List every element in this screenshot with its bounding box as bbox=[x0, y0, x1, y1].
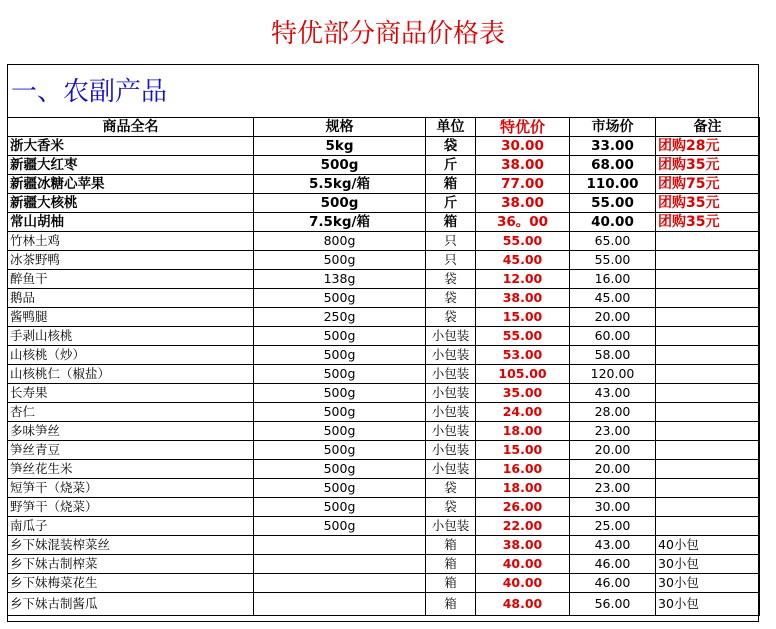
cell-special-price: 40.00 bbox=[476, 555, 570, 574]
cell-note: 团购35元 bbox=[656, 156, 760, 175]
cell-unit: 只 bbox=[426, 232, 476, 251]
cell-special-price: 18.00 bbox=[476, 422, 570, 441]
cell-note: 团购75元 bbox=[656, 175, 760, 194]
cell-special-price: 55.00 bbox=[476, 232, 570, 251]
cell-name: 新疆大核桃 bbox=[8, 194, 254, 213]
cell-name: 南瓜子 bbox=[8, 517, 254, 536]
cell-name: 新疆大红枣 bbox=[8, 156, 254, 175]
cell-spec: 500g bbox=[254, 251, 426, 270]
cell-unit: 只 bbox=[426, 251, 476, 270]
table-row bbox=[8, 403, 760, 422]
cell-unit: 袋 bbox=[426, 289, 476, 308]
cell-note bbox=[656, 346, 760, 365]
cell-special-price: 16.00 bbox=[476, 460, 570, 479]
cell-unit: 小包装 bbox=[426, 365, 476, 384]
cell-spec: 500g bbox=[254, 460, 426, 479]
cell-market-price: 120.00 bbox=[570, 365, 656, 384]
cell-unit: 小包装 bbox=[426, 384, 476, 403]
cell-unit: 箱 bbox=[426, 555, 476, 574]
cell-unit: 箱 bbox=[426, 593, 476, 616]
table-body bbox=[8, 137, 760, 616]
cell-name: 长寿果 bbox=[8, 384, 254, 403]
cell-note: 团购35元 bbox=[656, 213, 760, 232]
cell-note: 30小包 bbox=[656, 574, 760, 593]
cell-unit: 袋 bbox=[426, 137, 476, 156]
table-row bbox=[8, 422, 760, 441]
cell-special-price: 18.00 bbox=[476, 479, 570, 498]
cell-special-price: 55.00 bbox=[476, 327, 570, 346]
table-row bbox=[8, 498, 760, 517]
table-row bbox=[8, 384, 760, 403]
cell-special-price: 15.00 bbox=[476, 308, 570, 327]
cell-spec: 500g bbox=[254, 156, 426, 175]
cell-market-price: 55.00 bbox=[570, 251, 656, 270]
cell-note bbox=[656, 251, 760, 270]
cell-spec: 5.5kg/箱 bbox=[254, 175, 426, 194]
header-market-price: 市场价 bbox=[570, 118, 656, 137]
cell-special-price: 26.00 bbox=[476, 498, 570, 517]
cell-special-price: 40.00 bbox=[476, 574, 570, 593]
cell-special-price: 30.00 bbox=[476, 137, 570, 156]
table-row bbox=[8, 213, 760, 232]
header-row bbox=[8, 118, 760, 137]
cell-special-price: 77.00 bbox=[476, 175, 570, 194]
cell-market-price: 33.00 bbox=[570, 137, 656, 156]
cell-name: 手剥山核桃 bbox=[8, 327, 254, 346]
cell-note: 团购35元 bbox=[656, 194, 760, 213]
cell-market-price: 68.00 bbox=[570, 156, 656, 175]
cell-unit: 小包装 bbox=[426, 346, 476, 365]
table-row bbox=[8, 327, 760, 346]
table-row bbox=[8, 232, 760, 251]
cell-unit: 箱 bbox=[426, 574, 476, 593]
cell-market-price: 20.00 bbox=[570, 308, 656, 327]
cell-market-price: 28.00 bbox=[570, 403, 656, 422]
cell-spec bbox=[254, 593, 426, 616]
table-row bbox=[8, 289, 760, 308]
cell-spec: 500g bbox=[254, 384, 426, 403]
cell-market-price: 46.00 bbox=[570, 574, 656, 593]
cell-note bbox=[656, 403, 760, 422]
cell-unit: 小包装 bbox=[426, 403, 476, 422]
cell-special-price: 53.00 bbox=[476, 346, 570, 365]
cell-unit: 袋 bbox=[426, 270, 476, 289]
cell-note bbox=[656, 460, 760, 479]
cell-market-price: 65.00 bbox=[570, 232, 656, 251]
cell-special-price: 24.00 bbox=[476, 403, 570, 422]
cell-unit: 袋 bbox=[426, 479, 476, 498]
table-row bbox=[8, 574, 760, 593]
table-row bbox=[8, 479, 760, 498]
table-row bbox=[8, 460, 760, 479]
cell-name: 野笋干（烧菜） bbox=[8, 498, 254, 517]
cell-note bbox=[656, 441, 760, 460]
cell-note bbox=[656, 308, 760, 327]
cell-spec bbox=[254, 574, 426, 593]
cell-market-price: 46.00 bbox=[570, 555, 656, 574]
cell-market-price: 110.00 bbox=[570, 175, 656, 194]
cell-note bbox=[656, 270, 760, 289]
cell-special-price: 22.00 bbox=[476, 517, 570, 536]
cell-spec: 138g bbox=[254, 270, 426, 289]
table-row bbox=[8, 175, 760, 194]
table-row bbox=[8, 156, 760, 175]
cell-market-price: 43.00 bbox=[570, 384, 656, 403]
price-sheet bbox=[7, 64, 759, 622]
cell-market-price: 16.00 bbox=[570, 270, 656, 289]
cell-name: 浙大香米 bbox=[8, 137, 254, 156]
cell-name: 鹅品 bbox=[8, 289, 254, 308]
cell-note: 40小包 bbox=[656, 536, 760, 555]
cell-spec: 250g bbox=[254, 308, 426, 327]
cell-spec: 500g bbox=[254, 498, 426, 517]
cell-market-price: 60.00 bbox=[570, 327, 656, 346]
cell-spec: 5kg bbox=[254, 137, 426, 156]
cell-spec: 500g bbox=[254, 517, 426, 536]
table-row bbox=[8, 365, 760, 384]
cell-note bbox=[656, 517, 760, 536]
table-row bbox=[8, 251, 760, 270]
cell-name: 醉鱼干 bbox=[8, 270, 254, 289]
header-spec: 规格 bbox=[254, 118, 426, 137]
cell-name: 冰茶野鸭 bbox=[8, 251, 254, 270]
cell-market-price: 40.00 bbox=[570, 213, 656, 232]
cell-special-price: 36。00 bbox=[476, 213, 570, 232]
cell-special-price: 45.00 bbox=[476, 251, 570, 270]
section-heading: 一、农副产品 bbox=[11, 77, 168, 107]
cell-market-price: 20.00 bbox=[570, 460, 656, 479]
cell-spec: 500g bbox=[254, 194, 426, 213]
cell-note: 团购28元 bbox=[656, 137, 760, 156]
cell-spec: 500g bbox=[254, 422, 426, 441]
cell-special-price: 105.00 bbox=[476, 365, 570, 384]
cell-market-price: 56.00 bbox=[570, 593, 656, 616]
cell-note bbox=[656, 289, 760, 308]
cell-name: 竹林土鸡 bbox=[8, 232, 254, 251]
cell-unit: 袋 bbox=[426, 498, 476, 517]
cell-name: 乡下妹古制酱瓜 bbox=[8, 593, 254, 616]
table-row bbox=[8, 593, 760, 616]
cell-spec: 7.5kg/箱 bbox=[254, 213, 426, 232]
cell-market-price: 45.00 bbox=[570, 289, 656, 308]
cell-name: 多味笋丝 bbox=[8, 422, 254, 441]
table-row bbox=[8, 346, 760, 365]
cell-special-price: 38.00 bbox=[476, 156, 570, 175]
cell-unit: 小包装 bbox=[426, 517, 476, 536]
cell-note bbox=[656, 384, 760, 403]
price-table bbox=[7, 117, 760, 616]
cell-special-price: 38.00 bbox=[476, 536, 570, 555]
table-row bbox=[8, 536, 760, 555]
cell-name: 山核桃仁（椒盐） bbox=[8, 365, 254, 384]
cell-note bbox=[656, 422, 760, 441]
table-row bbox=[8, 270, 760, 289]
cell-note bbox=[656, 327, 760, 346]
cell-name: 乡下妹古制榨菜 bbox=[8, 555, 254, 574]
table-row bbox=[8, 137, 760, 156]
cell-market-price: 20.00 bbox=[570, 441, 656, 460]
cell-spec: 500g bbox=[254, 403, 426, 422]
cell-name: 笋丝花生米 bbox=[8, 460, 254, 479]
cell-unit: 袋 bbox=[426, 308, 476, 327]
cell-name: 新疆冰糖心苹果 bbox=[8, 175, 254, 194]
cell-note: 30小包 bbox=[656, 555, 760, 574]
cell-name: 常山胡柚 bbox=[8, 213, 254, 232]
cell-name: 短笋干（烧菜） bbox=[8, 479, 254, 498]
cell-market-price: 55.00 bbox=[570, 194, 656, 213]
cell-spec: 800g bbox=[254, 232, 426, 251]
cell-spec bbox=[254, 555, 426, 574]
cell-name: 酱鸭腿 bbox=[8, 308, 254, 327]
cell-note: 30小包 bbox=[656, 593, 760, 616]
cell-unit: 小包装 bbox=[426, 460, 476, 479]
page-title: 特优部分商品价格表 bbox=[270, 19, 505, 49]
cell-unit: 斤 bbox=[426, 156, 476, 175]
cell-market-price: 23.00 bbox=[570, 422, 656, 441]
table-row bbox=[8, 517, 760, 536]
cell-unit: 箱 bbox=[426, 213, 476, 232]
cell-name: 乡下妹梅菜花生 bbox=[8, 574, 254, 593]
cell-unit: 斤 bbox=[426, 194, 476, 213]
cell-spec: 500g bbox=[254, 346, 426, 365]
cell-market-price: 43.00 bbox=[570, 536, 656, 555]
cell-unit: 箱 bbox=[426, 536, 476, 555]
cell-spec: 500g bbox=[254, 479, 426, 498]
cell-note bbox=[656, 365, 760, 384]
cell-unit: 小包装 bbox=[426, 327, 476, 346]
header-name: 商品全名 bbox=[8, 118, 254, 137]
cell-unit: 小包装 bbox=[426, 441, 476, 460]
cell-spec: 500g bbox=[254, 441, 426, 460]
cell-special-price: 15.00 bbox=[476, 441, 570, 460]
cell-note bbox=[656, 498, 760, 517]
cell-unit: 箱 bbox=[426, 175, 476, 194]
cell-special-price: 38.00 bbox=[476, 289, 570, 308]
cell-spec bbox=[254, 536, 426, 555]
cell-special-price: 38.00 bbox=[476, 194, 570, 213]
header-note: 备注 bbox=[656, 118, 760, 137]
cell-special-price: 12.00 bbox=[476, 270, 570, 289]
cell-spec: 500g bbox=[254, 365, 426, 384]
cell-name: 笋丝青豆 bbox=[8, 441, 254, 460]
cell-market-price: 25.00 bbox=[570, 517, 656, 536]
table-row bbox=[8, 441, 760, 460]
cell-name: 乡下妹混装榨菜丝 bbox=[8, 536, 254, 555]
cell-spec: 500g bbox=[254, 289, 426, 308]
cell-note bbox=[656, 479, 760, 498]
cell-note bbox=[656, 232, 760, 251]
table-row bbox=[8, 194, 760, 213]
cell-name: 杏仁 bbox=[8, 403, 254, 422]
cell-unit: 小包装 bbox=[426, 422, 476, 441]
cell-market-price: 58.00 bbox=[570, 346, 656, 365]
header-special-price: 特优价 bbox=[476, 118, 570, 137]
cell-market-price: 30.00 bbox=[570, 498, 656, 517]
table-row bbox=[8, 308, 760, 327]
cell-special-price: 48.00 bbox=[476, 593, 570, 616]
header-unit: 单位 bbox=[426, 118, 476, 137]
cell-market-price: 23.00 bbox=[570, 479, 656, 498]
cell-special-price: 35.00 bbox=[476, 384, 570, 403]
cell-spec: 500g bbox=[254, 327, 426, 346]
cell-name: 山核桃（炒） bbox=[8, 346, 254, 365]
table-row bbox=[8, 555, 760, 574]
